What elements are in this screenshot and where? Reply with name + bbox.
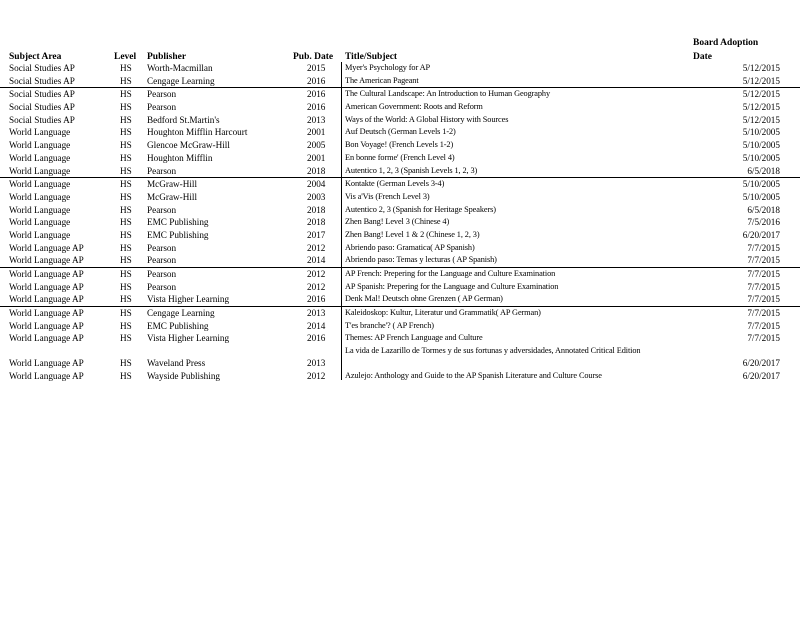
header-pub-date: Pub. Date — [293, 52, 334, 62]
table-row — [0, 281, 800, 294]
cell-publisher: Pearson — [147, 165, 177, 176]
cell-board-adoption-date: 5/10/2005 — [742, 179, 780, 190]
cell-subject-area: World Language — [9, 165, 71, 176]
cell-level: HS — [120, 140, 132, 151]
cell-pub-date: 2016 — [307, 294, 326, 305]
cell-subject-area: Social Studies AP — [9, 75, 75, 86]
cell-title-subject: The American Pageant — [345, 75, 419, 85]
cell-subject-area: Social Studies AP — [9, 63, 75, 73]
table-row — [0, 177, 800, 191]
cell-pub-date: 2016 — [307, 102, 326, 113]
cell-pub-date: 2013 — [307, 308, 326, 319]
cell-title-subject: Kontakte (German Levels 3-4) — [345, 179, 445, 189]
table-row — [0, 332, 800, 345]
cell-level: HS — [120, 75, 132, 86]
cell-level: HS — [120, 308, 132, 319]
header-board-adoption-date: Date — [693, 52, 712, 62]
cell-pub-date: 2018 — [307, 165, 326, 176]
cell-pub-date: 2012 — [307, 371, 326, 382]
table-row — [0, 293, 800, 306]
cell-level: HS — [120, 269, 132, 279]
cell-level: HS — [120, 204, 132, 215]
cell-board-adoption-date: 6/20/2017 — [742, 229, 780, 240]
cell-pub-date: 2018 — [307, 204, 326, 215]
cell-board-adoption-date: 7/7/2015 — [747, 255, 780, 266]
cell-subject-area: World Language AP — [9, 255, 84, 266]
cell-subject-area: World Language — [9, 140, 71, 151]
cell-publisher: Cengage Learning — [147, 308, 215, 319]
cell-pub-date: 2001 — [307, 127, 326, 138]
cell-title-subject: Abriendo paso: Gramatica( AP Spanish) — [345, 242, 475, 252]
cell-level: HS — [120, 242, 132, 253]
table-row — [0, 101, 800, 114]
cell-publisher: Pearson — [147, 89, 177, 100]
header-level: Level — [114, 52, 137, 62]
cell-level: HS — [120, 255, 132, 266]
cell-subject-area: Social Studies AP — [9, 89, 75, 100]
cell-publisher: Cengage Learning — [147, 75, 215, 86]
cell-title-subject: Azulejo: Anthology and Guide to the AP Spanish Literature and Culture Course — [345, 371, 602, 381]
cell-publisher: Vista Higher Learning — [147, 294, 230, 305]
cell-title-subject: Ways of the World: A Global History with Sources — [345, 114, 509, 124]
cell-level: HS — [120, 229, 132, 240]
cell-subject-area: World Language — [9, 204, 71, 215]
cell-pub-date: 2016 — [307, 89, 326, 100]
cell-title-subject: Zhen Bang! Level 3 (Chinese 4) — [345, 217, 450, 227]
cell-title-subject: Auf Deutsch (German Levels 1-2) — [345, 127, 456, 137]
cell-publisher: EMC Publishing — [147, 320, 209, 331]
cell-level: HS — [120, 191, 132, 202]
header-subject-area: Subject Area — [9, 52, 62, 62]
cell-subject-area: World Language AP — [9, 308, 84, 319]
cell-board-adoption-date: 5/12/2015 — [742, 75, 780, 86]
cell-board-adoption-date: 5/10/2005 — [742, 191, 780, 202]
cell-subject-area: World Language AP — [9, 333, 84, 344]
cell-level: HS — [120, 281, 132, 292]
cell-publisher: McGraw-Hill — [147, 179, 198, 190]
table-row — [0, 242, 800, 255]
cell-board-adoption-date: 5/12/2015 — [742, 63, 780, 73]
cell-title-subject: T'es branche'? ( AP French) — [345, 320, 434, 330]
cell-board-adoption-date: 7/7/2015 — [747, 294, 780, 305]
cell-subject-area: World Language — [9, 152, 71, 163]
table-row — [0, 254, 800, 267]
cell-title-subject: Denk Mal! Deutsch ohne Grenzen ( AP German) — [345, 294, 503, 304]
cell-publisher: Pearson — [147, 204, 177, 215]
cell-title-subject: American Government: Roots and Reform — [345, 102, 483, 112]
table-row — [0, 370, 800, 383]
cell-board-adoption-date: 5/10/2005 — [742, 152, 780, 163]
header-title-subject: Title/Subject — [345, 52, 398, 62]
cell-board-adoption-date: 7/7/2015 — [747, 333, 780, 344]
cell-publisher: EMC Publishing — [147, 217, 209, 228]
cell-board-adoption-date: 7/7/2015 — [747, 320, 780, 331]
cell-subject-area: World Language AP — [9, 371, 84, 382]
cell-board-adoption-date: 7/7/2015 — [747, 281, 780, 292]
cell-subject-area: Social Studies AP — [9, 114, 75, 125]
cell-level: HS — [120, 320, 132, 331]
cell-publisher: Glencoe McGraw-Hill — [147, 140, 230, 151]
cell-board-adoption-date: 5/10/2005 — [742, 127, 780, 138]
table-row — [0, 87, 800, 101]
cell-title-subject: Myer's Psychology for AP — [345, 63, 431, 72]
header-board-adoption: Board Adoption — [693, 38, 759, 48]
cell-level: HS — [120, 179, 132, 190]
adoption-table-body — [0, 62, 800, 383]
cell-title-subject: Themes: AP French Language and Culture — [345, 333, 483, 343]
cell-level: HS — [120, 63, 132, 73]
table-row — [0, 126, 800, 139]
cell-level: HS — [120, 371, 132, 382]
cell-publisher: Wayside Publishing — [147, 371, 221, 382]
cell-board-adoption-date: 5/12/2015 — [742, 114, 780, 125]
cell-title-subject: AP Spanish: Prepering for the Language and Culture Examination — [345, 281, 559, 291]
table-row — [0, 204, 800, 217]
cell-level: HS — [120, 333, 132, 344]
cell-title-subject: The Cultural Landscape: An Introduction to Human Geography — [345, 89, 551, 99]
cell-publisher: Pearson — [147, 281, 177, 292]
cell-board-adoption-date: 6/20/2017 — [742, 371, 780, 382]
cell-pub-date: 2014 — [307, 255, 326, 266]
cell-level: HS — [120, 358, 132, 369]
cell-subject-area: World Language — [9, 229, 71, 240]
table-row — [0, 114, 800, 127]
cell-title-subject: Autentico 2, 3 (Spanish for Heritage Speakers) — [345, 204, 496, 214]
cell-publisher: EMC Publishing — [147, 229, 209, 240]
table-row — [0, 75, 800, 88]
cell-subject-area: World Language — [9, 179, 71, 190]
cell-board-adoption-date: 5/12/2015 — [742, 102, 780, 113]
cell-pub-date: 2013 — [307, 358, 326, 369]
cell-subject-area: World Language AP — [9, 294, 84, 305]
cell-publisher: Pearson — [147, 242, 177, 253]
cell-subject-area: Social Studies AP — [9, 102, 75, 113]
cell-publisher: Waveland Press — [147, 358, 206, 369]
cell-pub-date: 2004 — [307, 179, 326, 190]
cell-publisher: Pearson — [147, 269, 177, 279]
cell-pub-date: 2013 — [307, 114, 326, 125]
cell-pub-date: 2018 — [307, 217, 326, 228]
table-row — [0, 152, 800, 165]
cell-publisher: Vista Higher Learning — [147, 333, 230, 344]
cell-level: HS — [120, 114, 132, 125]
cell-subject-area: World Language AP — [9, 358, 84, 369]
cell-board-adoption-date: 7/7/2015 — [747, 242, 780, 253]
cell-title-subject: Abriendo paso: Temas y lecturas ( AP Spanish) — [345, 255, 497, 265]
cell-publisher: Houghton Mifflin — [147, 152, 213, 163]
table-row — [0, 345, 800, 370]
cell-publisher: Pearson — [147, 255, 177, 266]
cell-board-adoption-date: 6/5/2018 — [747, 204, 780, 215]
table-row — [0, 62, 800, 75]
cell-pub-date: 2016 — [307, 333, 326, 344]
header-publisher: Publisher — [147, 52, 187, 62]
cell-pub-date: 2003 — [307, 191, 326, 202]
cell-pub-date: 2012 — [307, 269, 326, 279]
cell-level: HS — [120, 102, 132, 113]
cell-pub-date: 2001 — [307, 152, 326, 163]
cell-subject-area: World Language AP — [9, 320, 84, 331]
cell-title-subject: Autentico 1, 2, 3 (Spanish Levels 1, 2, 3) — [345, 165, 478, 175]
cell-subject-area: World Language — [9, 217, 71, 228]
cell-publisher: Worth-Macmillan — [147, 63, 213, 73]
cell-pub-date: 2012 — [307, 242, 326, 253]
cell-title-subject: AP French: Prepering for the Language and Culture Examination — [345, 269, 556, 278]
table-row — [0, 139, 800, 152]
cell-title-subject: Bon Voyage! (French Levels 1-2) — [345, 140, 454, 150]
cell-publisher: Pearson — [147, 102, 177, 113]
table-row — [0, 216, 800, 229]
cell-pub-date: 2012 — [307, 281, 326, 292]
table-row — [0, 267, 800, 281]
cell-subject-area: World Language AP — [9, 269, 84, 279]
cell-subject-area: World Language — [9, 127, 71, 138]
cell-pub-date: 2017 — [307, 229, 326, 240]
cell-board-adoption-date: 6/5/2018 — [747, 165, 780, 176]
cell-board-adoption-date: 5/12/2015 — [742, 89, 780, 100]
table-row — [0, 306, 800, 320]
cell-subject-area: World Language AP — [9, 281, 84, 292]
cell-publisher: Houghton Mifflin Harcourt — [147, 127, 248, 138]
cell-title-subject: Kaleidoskop: Kultur, Literatur und Grammatik( AP German) — [345, 308, 541, 318]
cell-title-subject: Vis a'Vis (French Level 3) — [345, 191, 430, 201]
cell-publisher: Bedford St.Martin's — [147, 114, 220, 125]
cell-subject-area: World Language — [9, 191, 71, 202]
cell-board-adoption-date: 5/10/2005 — [742, 140, 780, 151]
cell-title-subject: En bonne forme' (French Level 4) — [345, 152, 455, 162]
cell-level: HS — [120, 152, 132, 163]
cell-pub-date: 2014 — [307, 320, 326, 331]
table-row — [0, 165, 800, 178]
cell-board-adoption-date: 7/7/2015 — [747, 308, 780, 319]
cell-board-adoption-date: 7/7/2015 — [747, 269, 780, 279]
cell-level: HS — [120, 127, 132, 138]
cell-board-adoption-date: 6/20/2017 — [742, 358, 780, 369]
cell-publisher: McGraw-Hill — [147, 191, 198, 202]
table-row — [0, 320, 800, 333]
table-row — [0, 191, 800, 204]
cell-level: HS — [120, 217, 132, 228]
cell-level: HS — [120, 165, 132, 176]
cell-level: HS — [120, 89, 132, 100]
table-row — [0, 229, 800, 242]
cell-pub-date: 2015 — [307, 63, 326, 73]
cell-pub-date: 2016 — [307, 75, 326, 86]
cell-pub-date: 2005 — [307, 140, 326, 151]
cell-level: HS — [120, 294, 132, 305]
cell-board-adoption-date: 7/5/2016 — [747, 217, 780, 228]
cell-subject-area: World Language AP — [9, 242, 84, 253]
cell-title-subject: La vida de Lazarillo de Tormes y de sus fortunas y adversidades, Annotated Critical Edition — [345, 346, 641, 356]
cell-title-subject: Zhen Bang! Level 1 & 2 (Chinese 1, 2, 3) — [345, 229, 480, 239]
